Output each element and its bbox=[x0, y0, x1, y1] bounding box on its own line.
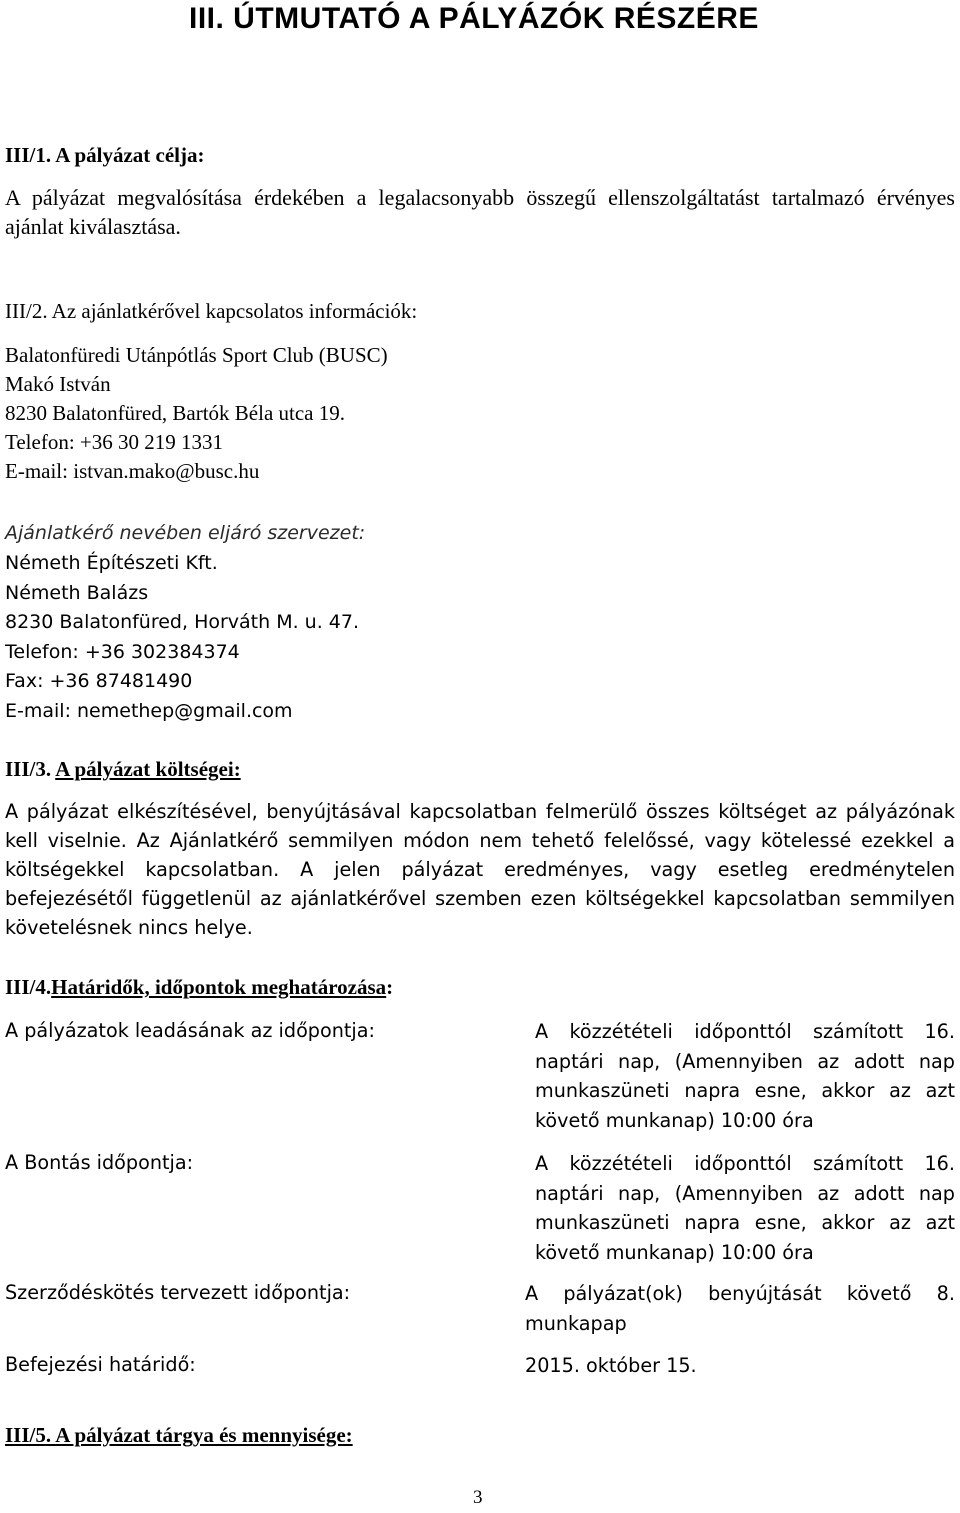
requester-line: E-mail: istvan.mako@busc.hu bbox=[5, 459, 260, 483]
agent-line: E-mail: nemethep@gmail.com bbox=[5, 699, 293, 722]
agent-line: 8230 Balatonfüred, Horváth M. u. 47. bbox=[5, 611, 360, 633]
deadline-value-submission: A közzétételi időponttól számított 16. naptári nap, (Amennyiben az adott nap munkaszüneti napra esne, akkor az azt követő munkanap) 10:00 óra bbox=[535, 1020, 955, 1132]
deadline-value-contract: A pályázat(ok) benyújtását követő 8. munkapap bbox=[525, 1282, 955, 1335]
agent-line: Fax: +36 87481490 bbox=[5, 670, 193, 692]
section-1-heading: III/1. A pályázat célja: bbox=[5, 143, 205, 167]
agent-heading: Ajánlatkérő nevében eljáró szervezet: bbox=[5, 522, 366, 544]
agent-block bbox=[5, 549, 359, 726]
deadline-label-opening: A Bontás időpontja: bbox=[5, 1151, 194, 1174]
section-4-heading bbox=[5, 975, 393, 1000]
deadline-label-submission: A pályázatok leadásának az időpontja: bbox=[5, 1019, 375, 1042]
section-4-heading-text: Határidők, időpontok meghatározása bbox=[51, 975, 387, 999]
requester-line: Telefon: +36 30 219 1331 bbox=[5, 430, 224, 454]
deadline-value-completion: 2015. október 15. bbox=[525, 1354, 697, 1377]
section-1-text: A pályázat megvalósítása érdekében a legalacsonyabb összegű ellenszolgáltatást tartalmazó érvényes ajánlat kiválasztása. bbox=[5, 185, 955, 239]
requester-block bbox=[5, 341, 388, 486]
section-2-heading-text: III/2. Az ajánlatkérővel kapcsolatos információk: bbox=[5, 299, 418, 323]
page-title: III. ÚTMUTATÓ A PÁLYÁZÓK RÉSZÉRE bbox=[189, 2, 759, 35]
deadline-value-opening: A közzétételi időponttól számított 16. naptári nap, (Amennyiben az adott nap munkaszüneti napra esne, akkor az azt követő munkanap) 10:00 óra bbox=[535, 1152, 955, 1264]
section-3-heading-num: III/3. bbox=[5, 757, 52, 781]
deadline-label-contract: Szerződéskötés tervezett időpontja: bbox=[5, 1281, 351, 1304]
section-5-heading: III/5. A pályázat tárgya és mennyisége: bbox=[5, 1423, 353, 1447]
agent-line: Telefon: +36 302384374 bbox=[5, 640, 240, 663]
section-4-heading-num: III/4. bbox=[5, 975, 52, 999]
requester-line: 8230 Balatonfüred, Bartók Béla utca 19. bbox=[5, 401, 345, 425]
agent-line: Németh Balázs bbox=[5, 581, 149, 604]
deadline-label-completion: Befejezési határidő: bbox=[5, 1353, 196, 1376]
section-3-heading-text: A pályázat költségei: bbox=[55, 757, 241, 781]
requester-line: Balatonfüredi Utánpótlás Sport Club (BUSC) bbox=[5, 343, 388, 367]
page-number: 3 bbox=[473, 1487, 483, 1508]
agent-line: Németh Építészeti Kft. bbox=[5, 552, 218, 574]
section-4-heading-colon: : bbox=[386, 975, 394, 999]
section-2-heading bbox=[5, 299, 417, 324]
section-3-heading bbox=[5, 757, 241, 782]
requester-line: Makó István bbox=[5, 372, 111, 396]
section-3-text: A pályázat elkészítésével, benyújtásával kapcsolatban felmerülő összes költséget az pályázónak kell viselnie. Az Ajánlatkérő semmilyen módon nem tehető felelőssé, vagy kötelessé ezekkel a költségekkel kapcsolatban. A jelen pályázat eredményes, vagy esetleg eredménytelen befejezésétől függetlenül az ajánlatkérővel szemben ezen költségekkel kapcsolatban semmilyen követelésnek nincs helye. bbox=[5, 800, 955, 939]
